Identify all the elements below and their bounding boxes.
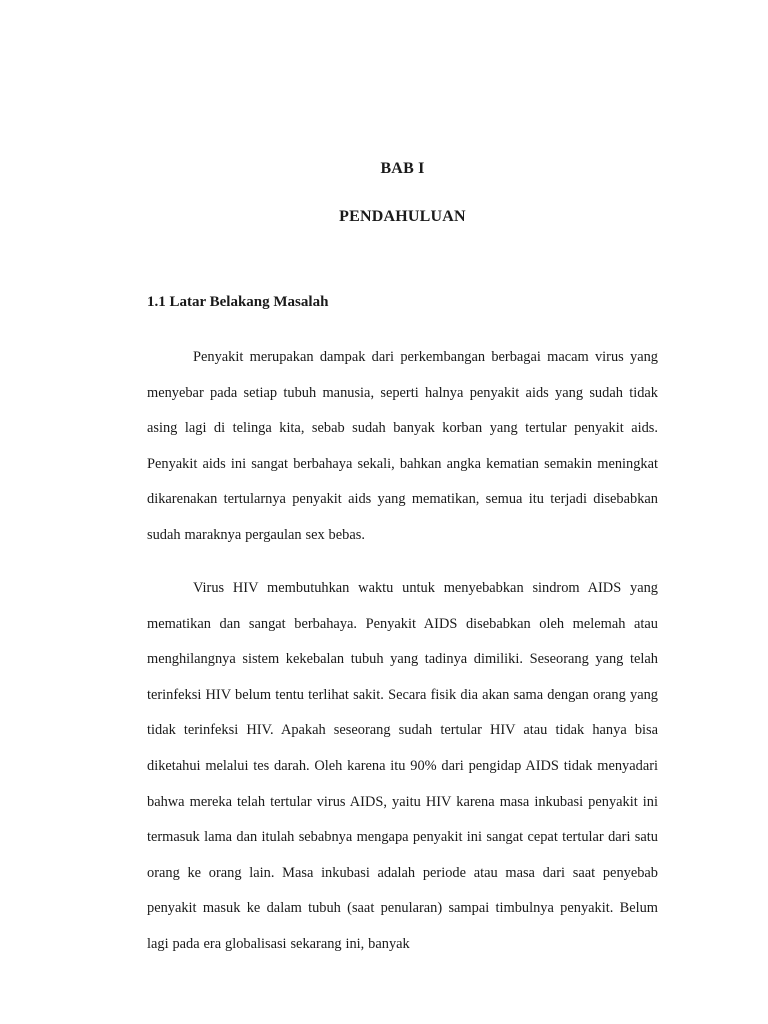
section-heading: 1.1 Latar Belakang Masalah [147,294,329,310]
body-paragraph-2: Virus HIV membutuhkan waktu untuk menyebabkan sindrom AIDS yang mematikan dan sangat berbahaya. Penyakit AIDS disebabkan oleh melemah atau menghilangnya sistem kekebalan tubuh yang tadinya dimiliki. Seseorang yang telah terinfeksi HIV belum tentu terlihat sakit. Secara fisik dia akan sama dengan orang yang tidak terinfeksi HIV. Apakah seseorang sudah tertular HIV atau tidak hanya bisa diketahui melalui tes darah. Oleh karena itu 90% dari pengidap AIDS tidak menyadari bahwa mereka telah tertular virus AIDS, yaitu HIV karena masa inkubasi penyakit ini termasuk lama dan itulah sebabnya mengapa penyakit ini sangat cepat tertular dari satu orang ke orang lain. Masa inkubasi adalah periode atau masa dari saat penyebab penyakit masuk ke dalam tubuh (saat penularan) sampai timbulnya penyakit. Belum lagi pada era globalisasi sekarang ini, banyak [147,580,658,952]
body-paragraph-1: Penyakit merupakan dampak dari perkembangan berbagai macam virus yang menyebar pada setiap tubuh manusia, seperti halnya penyakit aids yang sudah tidak asing lagi di telinga kita, sebab sudah banyak korban yang tertular penyakit aids. Penyakit aids ini sangat berbahaya sekali, bahkan angka kematian semakin meningkat dikarenakan tertularnya penyakit aids yang mematikan, semua itu terjadi disebabkan sudah maraknya pergaulan sex bebas. [147,349,658,543]
chapter-title: PENDAHULUAN [339,208,466,225]
chapter-number: BAB I [380,160,425,177]
